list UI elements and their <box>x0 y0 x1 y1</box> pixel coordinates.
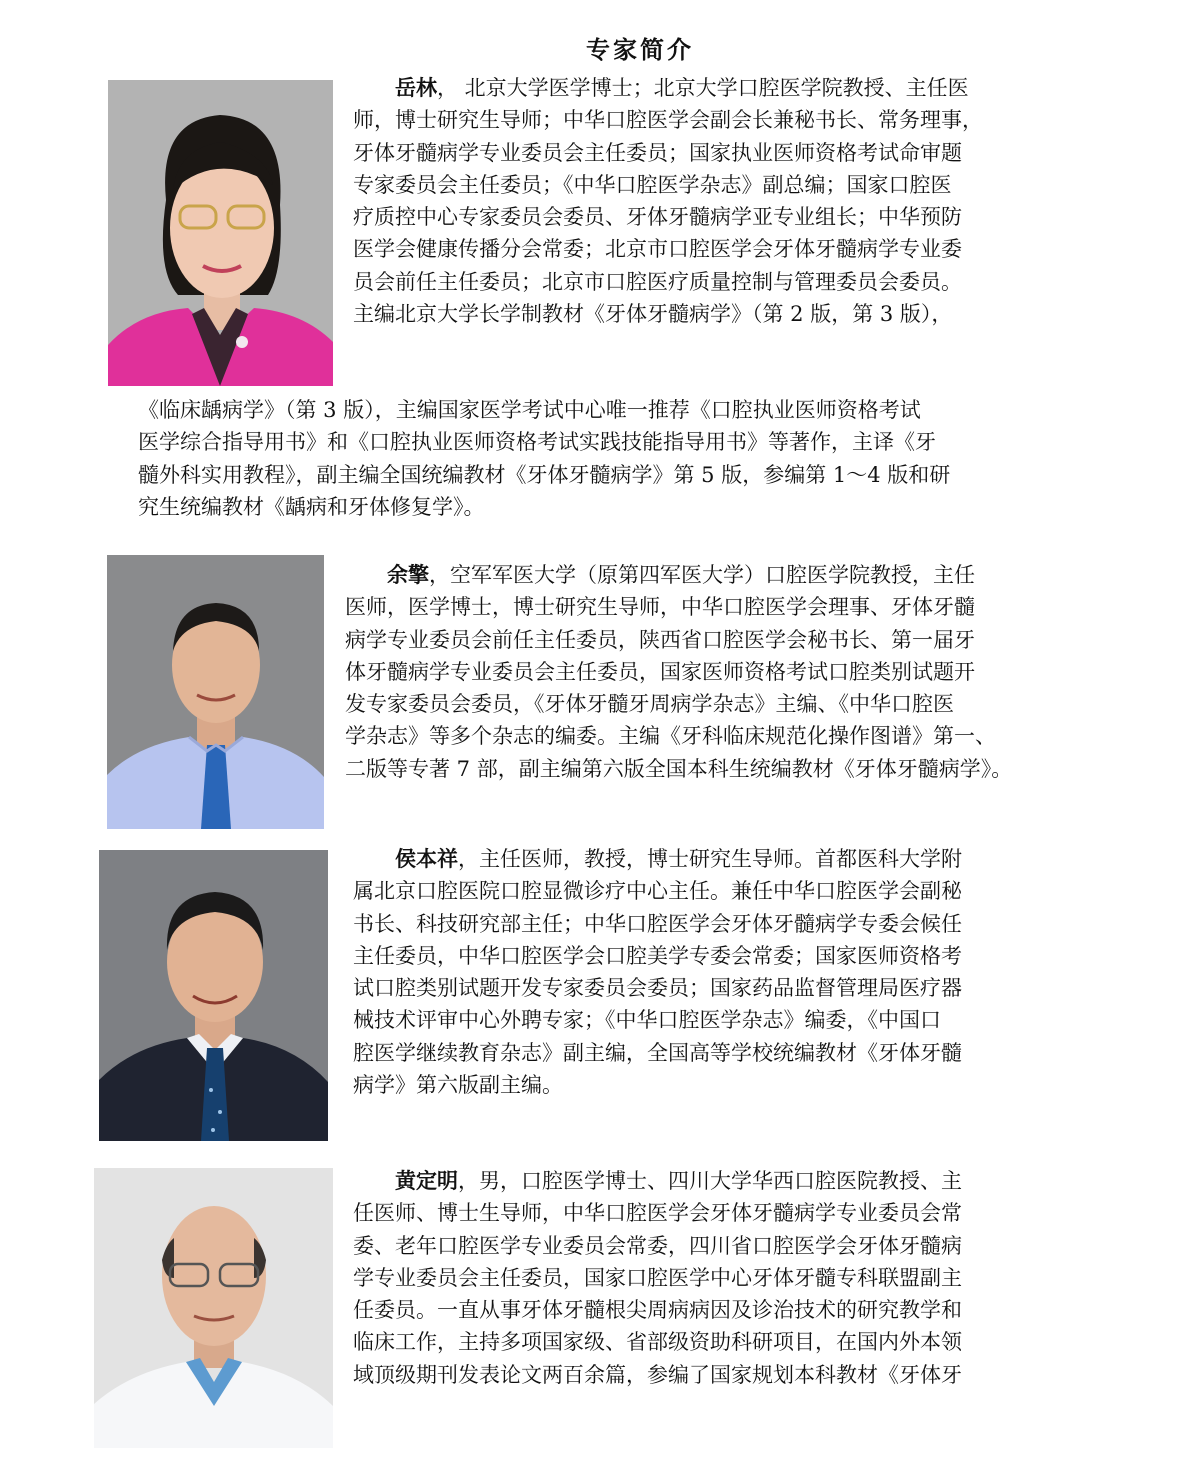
expert-name: 侯本祥 <box>395 846 458 871</box>
expert-name: 黄定明 <box>395 1168 458 1193</box>
expert-name: 余擎 <box>387 562 429 587</box>
expert-photo-yu-qing <box>107 555 324 829</box>
portrait-man-icon <box>94 1168 333 1448</box>
expert-photo-hou-benxiang <box>99 850 328 1141</box>
expert-bio-yu-qing: 余擎，空军军医大学（原第四军医大学）口腔医学院教授，主任 医师，医学博士，博士研究生导师，中华口腔医学会理事、牙体牙髓 病学专业委员会前任主任委员，陕西省口腔医学会秘书长、第一届牙 体牙髓病学专业委员会主任委员，国家医师资格考试口腔类别试题开 发专家委员会委员，《牙体牙髓牙周病学杂志》主编、《中华口腔医 学杂志》等多个杂志的编委。主编《牙科临床规范化操作图谱》第一、 二版等专著 7 部，副主编第六版全国本科生统编教材《牙体牙髓病学》。 <box>345 562 1013 781</box>
expert-bio-hou-benxiang: 侯本祥，主任医师，教授，博士研究生导师。首都医科大学附 属北京口腔医院口腔显微诊疗中心主任。兼任中华口腔医学会副秘 书长、科技研究部主任；中华口腔医学会牙体牙髓病学专委会候任 主任委员，中华口腔医学会口腔美学专委会常委；国家医师资格考 试口腔类别试题开发专家委员会委员；国家药品监督管理局医疗器 械技术评审中心外聘专家；《中华口腔医学杂志》编委，《中国口 腔医学继续教育杂志》副主编，全国高等学校统编教材《牙体牙髓 病学》第六版副主编。 <box>353 846 962 1098</box>
expert-photo-yue-lin <box>108 80 333 386</box>
expert-name: 岳林 <box>395 75 437 100</box>
portrait-woman-icon <box>108 80 333 386</box>
expert-bio-yue-lin-continued: 《临床龋病学》（第 3 版），主编国家医学考试中心唯一推荐《口腔执业医师资格考试 医学综合指导用书》和《口腔执业医师资格考试实践技能指导用书》等著作，主译《牙 髓外科实用教程》，副主编全国统编教材《牙体牙髓病学》第 5 版，参编第 1～4 版和研 究生统编教材《龋病和牙体修复学》。 <box>138 398 951 519</box>
page-title: 专家简介 <box>586 35 694 64</box>
expert-bio-huang-dingming: 黄定明，男，口腔医学博士、四川大学华西口腔医院教授、主 任医师、博士生导师，中华口腔医学会牙体牙髓病学专业委员会常 委、老年口腔医学专业委员会常委，四川省口腔医学会牙体牙髓病 学专业委员会主任委员，国家口腔医学中心牙体牙髓专科联盟副主 任委员。一直从事牙体牙髓根尖周病病因及诊治技术的研究教学和 临床工作，主持多项国家级、省部级资助科研项目，在国内外本领 域顶级期刊发表论文两百余篇，参编了国家规划本科教材《牙体牙 <box>353 1168 962 1387</box>
portrait-man-icon <box>107 555 324 829</box>
portrait-man-icon <box>99 850 328 1141</box>
expert-bio-yue-lin: 岳林， 北京大学医学博士；北京大学口腔医学院教授、主任医 师，博士研究生导师；中华口腔医学会副会长兼秘书长、常务理事， 牙体牙髓病学专业委员会主任委员；国家执业医师资格考试命审题 专家委员会主任委员；《中华口腔医学杂志》副总编；国家口腔医 疗质控中心专家委员会委员、牙体牙髓病学亚专业组长；中华预防 医学会健康传播分会常委；北京市口腔医学会牙体牙髓病学专业委 员会前任主任委员；北京市口腔医疗质量控制与管理委员会委员。 主编北京大学长学制教材《牙体牙髓病学》（第 2 版，第 3 版）， <box>353 75 983 327</box>
expert-photo-huang-dingming <box>94 1168 333 1448</box>
